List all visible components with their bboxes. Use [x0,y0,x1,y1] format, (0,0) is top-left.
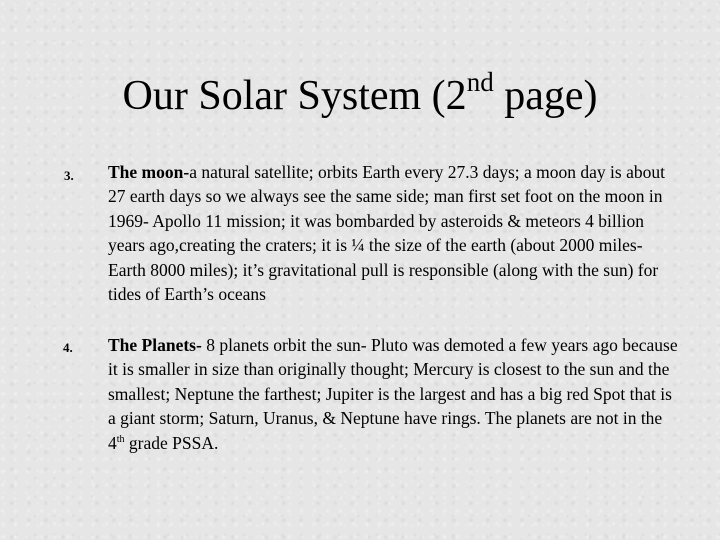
item-text-end: grade PSSA. [124,432,219,453]
item-superscript: th [116,433,125,445]
item-body [108,160,668,306]
item-heading: The Planets- [108,335,202,355]
item-heading: The moon- [108,162,190,182]
item-body [108,333,678,455]
title-rest: page) [493,73,598,119]
item-text: a natural satellite; orbits Earth every 27.3 days; a moon day is about 27 earth days so we always see the same side; man first set foot on the moon in 1969- Apollo 11 mission; it was bombarded by asteroids & meteors 4 billion years ago,creating the craters; it is ¼ the size of the earth (about 2000 miles- Earth 8000 miles); it’s gravitational pull is responsible (along with the sun) for tides of Earth’s oceans [108,162,665,305]
slide-title [0,68,720,124]
item-number: 4. [63,340,73,355]
title-superscript: nd [466,67,494,97]
item-number: 3. [64,168,74,183]
item-text: 8 planets orbit the sun- Pluto was demoted a few years ago because it is smaller in size than originally thought; Mercury is closest to the sun and the smallest; Neptune the farthest; Jupiter is the largest and has a big red Spot that is a giant storm; Saturn, Uranus, & Neptune have rings. The planets are not in the 4 [108,335,678,453]
title-main: Our Solar System (2 [122,73,467,119]
